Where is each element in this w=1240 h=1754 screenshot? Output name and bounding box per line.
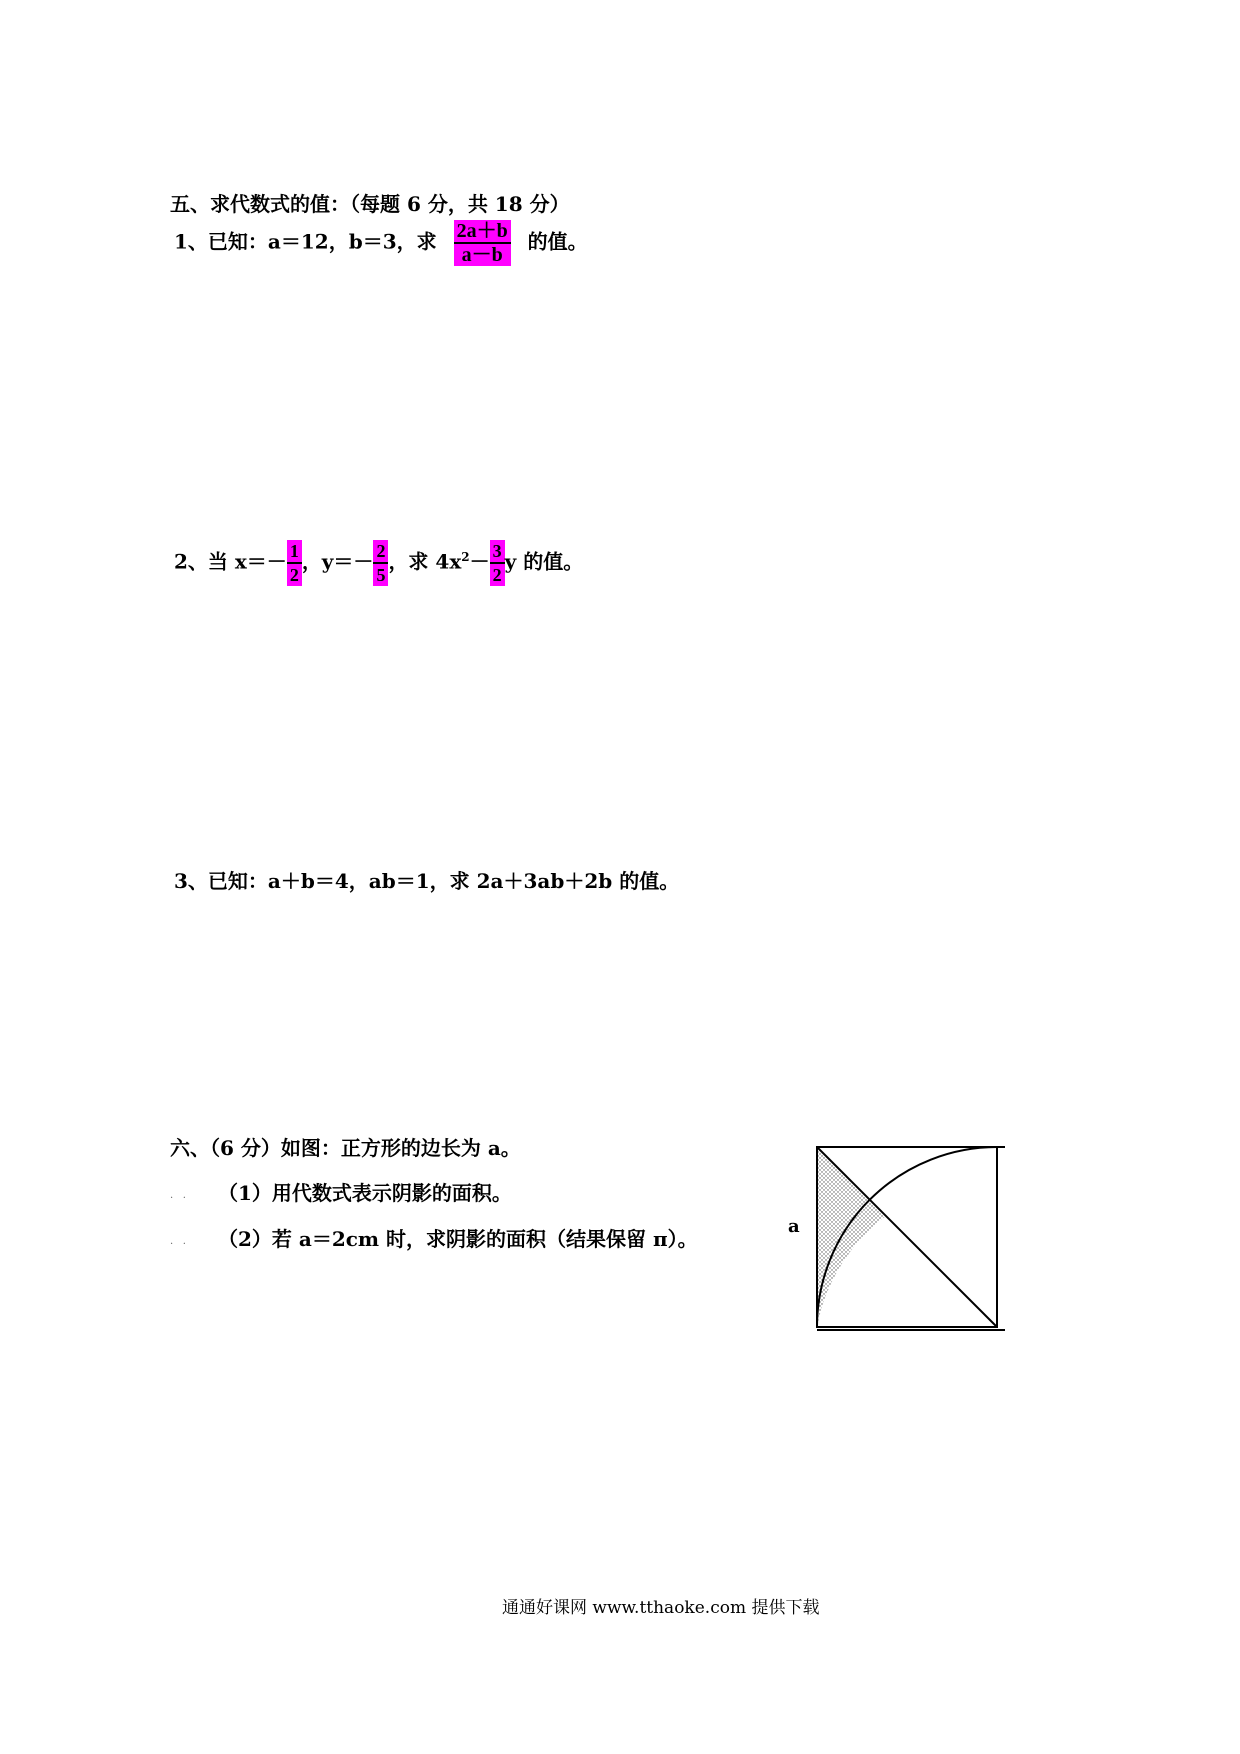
question-3: 3、已知：a＋b＝4，ab＝1，求 2a＋3ab＋2b 的值。: [174, 869, 680, 893]
q2-exponent: 2: [461, 549, 470, 564]
question-1: [174, 220, 588, 266]
q2-fraction-coef-numerator: 3: [490, 540, 505, 564]
section6-title: 六、（6 分）如图：正方形的边长为 a。: [170, 1136, 521, 1160]
q1-fraction-numerator: 2a＋b: [454, 220, 511, 244]
shaded-region: [817, 1147, 886, 1327]
q1-fraction-denominator: a－b: [461, 244, 503, 266]
q2-mid1: ，y＝－: [301, 549, 374, 574]
q2-mid3: －: [469, 549, 490, 574]
figure-side-label: a: [788, 1216, 800, 1237]
q2-fraction-x-denominator: 2: [289, 565, 299, 585]
q2-mid2: ，求 4x: [388, 549, 462, 574]
section6-part-1: （1）用代数式表示阴影的面积。: [218, 1181, 512, 1205]
q1-prefix: 1、已知：a＝12，b＝3，求: [174, 229, 437, 254]
margin-dot: . .: [170, 1190, 186, 1201]
square-figure: [805, 1135, 1045, 1345]
q2-fraction-y: [373, 540, 388, 586]
q1-suffix: 的值。: [527, 229, 588, 254]
q2-fraction-y-numerator: 2: [373, 540, 388, 564]
q2-prefix: 2、当 x＝－: [174, 549, 287, 574]
margin-dot: . .: [170, 1236, 186, 1247]
q2-fraction-x: [287, 540, 302, 586]
q1-fraction: [454, 220, 511, 266]
q2-fraction-y-denominator: 5: [376, 565, 386, 585]
q2-fraction-coef-denominator: 2: [492, 565, 502, 585]
footer-credit: 通通好课网 www.tthaoke.com 提供下载: [502, 1598, 820, 1618]
section6-part-2: （2）若 a＝2cm 时，求阴影的面积（结果保留 π）。: [218, 1227, 698, 1251]
q2-fraction-x-numerator: 1: [287, 540, 302, 564]
question-2: [174, 540, 583, 586]
q2-suffix: y 的值。: [504, 549, 584, 574]
section5-title: 五、求代数式的值：（每题 6 分，共 18 分）: [170, 192, 570, 216]
q2-fraction-coef: [490, 540, 505, 586]
